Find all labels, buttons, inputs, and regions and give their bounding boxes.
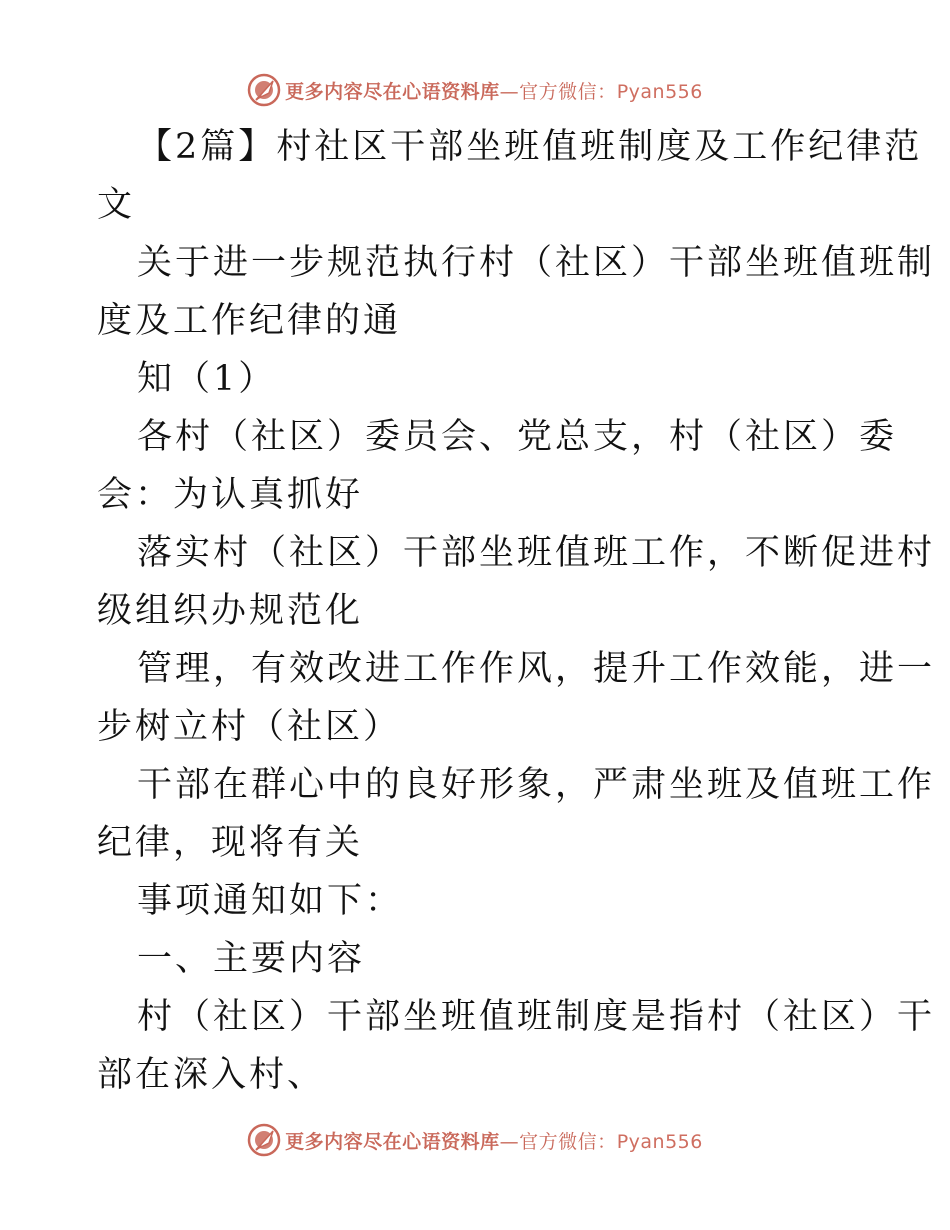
watermark-text (285, 1127, 703, 1154)
paragraph-line: 管理，有效改进工作作风，提升工作效能，进一 (137, 649, 936, 689)
paragraph-line: 事项通知如下： (137, 881, 404, 921)
paragraph-line: 各村（社区）委员会、党总支，村（社区）委 (137, 417, 898, 457)
paragraph-line: 步树立村（社区） (97, 707, 402, 747)
document-title-line-2: 文 (97, 185, 136, 225)
watermark-official: 官方微信： (519, 80, 617, 103)
watermark-text (285, 77, 703, 104)
paragraph-line: 级组织办规范化 (97, 591, 364, 631)
document-title-line-1: 【2篇】村社区干部坐班值班制度及工作纪律范 (137, 127, 923, 167)
paragraph-line: 干部在群心中的良好形象，严肃坐班及值班工作 (137, 765, 936, 805)
footer-watermark (0, 1120, 950, 1160)
watermark-official: 官方微信： (519, 1130, 617, 1153)
watermark-brand: 更多内容尽在心语资料库 (285, 80, 500, 103)
section-heading: 一、主要内容 (137, 939, 366, 979)
watermark-handle: Pyan556 (616, 1130, 703, 1153)
paragraph-line: 落实村（社区）干部坐班值班工作，不断促进村 (137, 533, 936, 573)
document-body (97, 118, 936, 1104)
paragraph-line: 会：为认真抓好 (97, 475, 364, 515)
notice-title-line-1: 关于进一步规范执行村（社区）干部坐班值班制 (137, 243, 936, 283)
watermark-separator: — (499, 80, 520, 103)
header-watermark (0, 70, 950, 110)
watermark-separator: — (499, 1130, 520, 1153)
notice-title-line-2: 度及工作纪律的通 (97, 301, 402, 341)
paragraph-line: 纪律，现将有关 (97, 823, 364, 863)
watermark-brand: 更多内容尽在心语资料库 (285, 1130, 500, 1153)
watermark-handle: Pyan556 (616, 80, 703, 103)
paragraph-line: 部在深入村、 (97, 1055, 326, 1095)
quill-logo-icon (247, 1123, 281, 1157)
paragraph-line: 村（社区）干部坐班值班制度是指村（社区）干 (137, 997, 936, 1037)
quill-logo-icon (247, 73, 281, 107)
notice-title-line-3: 知（1） (137, 359, 277, 399)
